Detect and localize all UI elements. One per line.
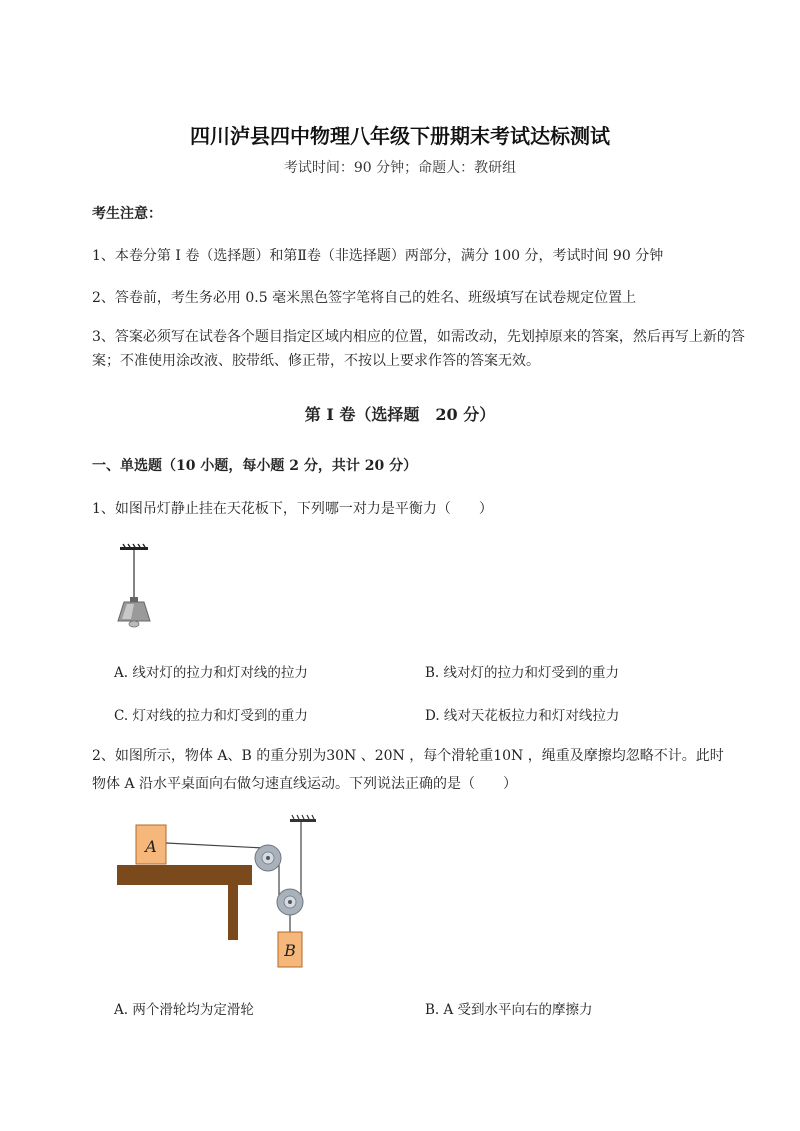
question-2-option-b[interactable]: B. A 受到水平向右的摩擦力 (425, 1002, 593, 1018)
part-heading: 一、单选题（10 小题，每小题 2 分，共计 20 分） (92, 458, 418, 474)
notice-item-2: 2、答卷前，考生务必用 0.5 毫米黑色签字笔将自己的姓名、班级填写在试卷规定位置上 (92, 290, 637, 306)
notice-item-3: 3、答案必须写在试卷各个题目指定区域内相应的位置，如需改动，先划掉原来的答案，然后再写上新的答案；不准使用涂改液、胶带纸、修正带，不按以上要求作答的答案无效。 (92, 329, 745, 369)
question-2-stem-line-2: 物体 A 沿水平桌面向右做匀速直线运动。下列说法正确的是（ ） (92, 776, 518, 792)
hanging-lamp-icon (112, 544, 156, 632)
question-1-stem: 1、如图吊灯静止挂在天花板下，下列哪一对力是平衡力（ ） (92, 501, 493, 517)
section-title: 第 I 卷（选择题 20 分） (304, 405, 496, 424)
notice-heading: 考生注意： (92, 206, 162, 222)
pulley-system-icon (112, 814, 327, 974)
question-1-option-b[interactable]: B. 线对灯的拉力和灯受到的重力 (425, 665, 620, 681)
notice-item-1: 1、本卷分第 I 卷（选择题）和第Ⅱ卷（非选择题）两部分，满分 100 分，考试时间 90 分钟 (92, 248, 664, 264)
page-title: 四川泸县四中物理八年级下册期末考试达标测试 (190, 124, 610, 148)
block-a-label: A (145, 837, 157, 856)
question-1-option-c[interactable]: C. 灯对线的拉力和灯受到的重力 (114, 708, 308, 724)
question-2-option-a[interactable]: A. 两个滑轮均为定滑轮 (114, 1002, 254, 1018)
question-2-stem-line-1: 2、如图所示，物体 A、B 的重分别为30N 、20N ，每个滑轮重10N ，绳重及摩擦均忽略不计。此时 (92, 748, 724, 764)
exam-info: 考试时间：90 分钟；命题人：教研组 (283, 160, 517, 176)
block-b-label: B (284, 941, 296, 960)
question-1-option-d[interactable]: D. 线对天花板拉力和灯对线拉力 (425, 708, 620, 724)
question-1-option-a[interactable]: A. 线对灯的拉力和灯对线的拉力 (114, 665, 308, 681)
